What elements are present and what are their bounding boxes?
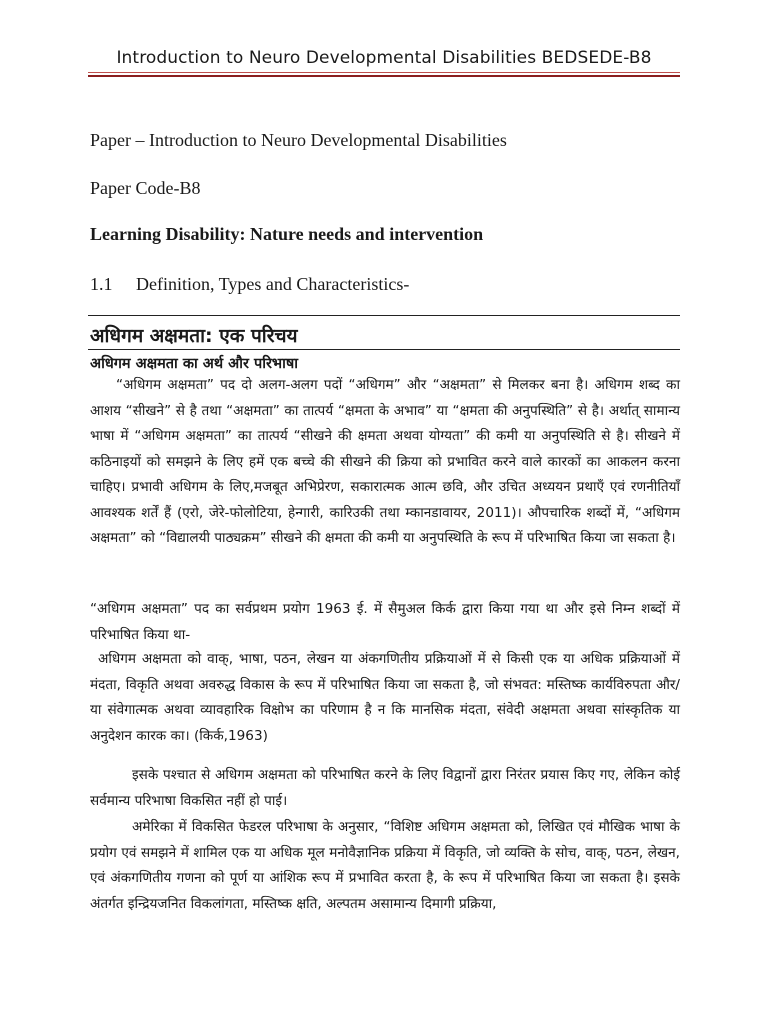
running-header: Introduction to Neuro Developmental Disabilities BEDSEDE-B8 <box>116 48 652 68</box>
paragraph-text: “अधिगम अक्षमता” पद का सर्वप्रथम प्रयोग 1963 ई. में सैमुअल किर्क द्वारा किया गया था और इसे निम्न शब्दों में परिभाषित किया था- <box>90 601 680 643</box>
paragraph-text: अमेरिका में विकसित फेडरल परिभाषा के अनुसार, “विशिष्ट अधिगम अक्षमता को, लिखित एवं मौखिक भाषा के प्रयोग एवं समझने में शामिल एक या अधिक मूल मनोवैज्ञानिक प्रक्रिया में विकृति, जो व्यक्ति के सोच, वाक्, पठन, लेखन, एवं अंकगणितीय गणना को पूर्ण या आंशिक रूप में प्रभावित करता है, के रूप में परिभाषित किया जा सकता है। इसके अंतर्गत इन्द्रियजनित विकलांगता, मस्तिष्क क्षति, अल्पतम असामान्य दिमागी प्रक्रिया, <box>90 819 680 912</box>
lesson-title: Learning Disability: Nature needs and intervention <box>90 224 484 244</box>
paragraph-kirk-definition <box>90 647 680 749</box>
section-top-rule <box>88 315 680 316</box>
paragraph-text: अधिगम अक्षमता को वाक्, भाषा, पठन, लेखन या अंकगणितीय प्रक्रियाओं में से किसी एक या अधिक प्रक्रियाओं में मंदता, विकृति अथवा अवरुद्ध विकास के रूप में परिभाषित किया जा सकता है, जो संभवत: मस्तिष्क कार्यविरुपता और/या संवेगात्मक अथवा व्यावहारिक विक्षोभ का परिणाम है न कि मानसिक मंदता, संवेदी अक्षमता अथवा सांस्कृतिक या अनुदेशन कारक का। (किर्क,1963) <box>90 651 680 744</box>
paragraph-kirk-intro <box>90 597 680 648</box>
section-title: Definition, Types and Characteristics- <box>136 274 410 294</box>
section-number: 1.1 <box>90 274 113 294</box>
paragraph-text: इसके पश्चात से अधिगम अक्षमता को परिभाषित करने के लिए विद्वानों द्वारा निरंतर प्रयास किए गए, लेकिन कोई सर्वमान्य परिभाषा विकसित नहीं हो पाई। <box>90 767 680 809</box>
section-bottom-rule <box>88 349 680 350</box>
hindi-subheading: अधिगम अक्षमता का अर्थ और परिभाषा <box>90 356 298 372</box>
paragraph-later-efforts <box>90 763 680 814</box>
paragraph-text: “अधिगम अक्षमता” पद दो अलग-अलग पदों “अधिगम” और “अक्षमता” से मिलकर बना है। अधिगम शब्द का आशय “सीखने” से है तथा “अक्षमता” का तात्पर्य “क्षमता के अभाव” या “क्षमता की अनुपस्थिति” से है। अर्थात् सामान्य भाषा में “अधिगम अक्षमता” का तात्पर्य “सीखने की क्षमता अथवा योग्यता” की कमी या अनुपस्थिति से है। सीखने में कठिनाइयों को समझने के लिए हमें एक बच्चे की सीखने की क्रिया को प्रभावित करने वाले कारकों का आकलन करना चाहिए। प्रभावी अधिगम के लिए,मजबूत अभिप्रेरण, सकारात्मक आत्म छवि, और उचित अध्ययन प्रथाएँ एवं रणनीतियाँ आवश्यक शर्तें हैं (एरो, जेरे-फोलोटिया, हेन्गारी, कारिउकी तथा म्कानडावायर, 2011)। औपचारिक शब्दों में, “अधिगम अक्षमता” को “विद्यालयी पाठ्यक्रम” सीखने की क्षमता की कमी या अनुपस्थिति के रूप में परिभाषित किया जा सकता है। <box>90 377 681 546</box>
section-heading <box>90 274 678 295</box>
paper-code: Paper Code-B8 <box>90 178 201 198</box>
hindi-heading: अधिगम अक्षमता: एक परिचय <box>90 325 298 347</box>
paragraph-federal-definition <box>90 815 680 917</box>
paragraph-meaning <box>90 373 680 552</box>
header-rule <box>88 72 680 77</box>
paper-title: Paper – Introduction to Neuro Developmental Disabilities <box>90 130 507 150</box>
